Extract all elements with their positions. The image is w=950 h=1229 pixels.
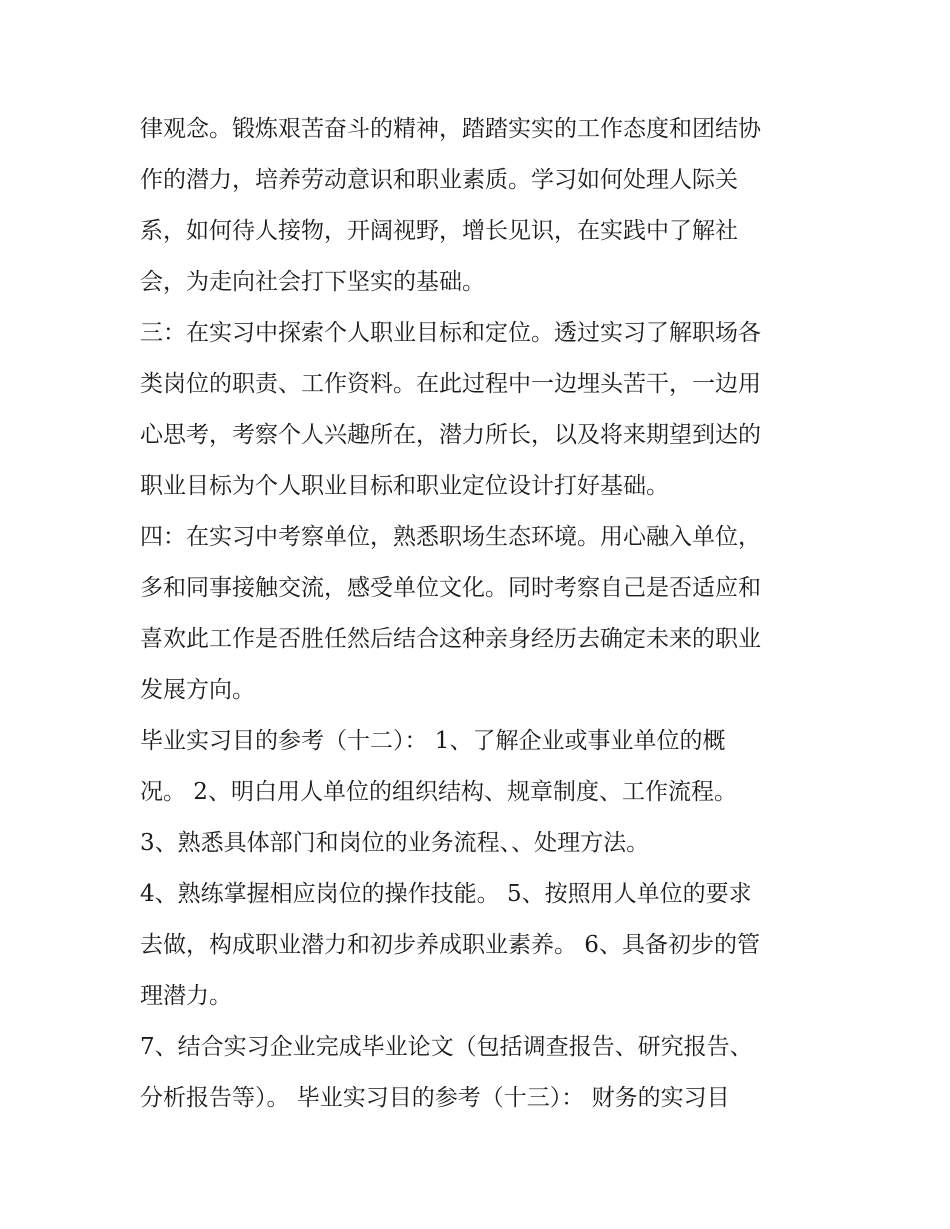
text-line: 会，为走向社会打下坚实的基础。 (140, 269, 485, 295)
text-line: 系，如何待人接物，开阔视野，增长见识，在实践中了解社 (140, 218, 738, 244)
text-line: 类岗位的职责、工作资料。在此过程中一边埋头苦干，一边用 (140, 371, 761, 397)
text-line: 毕业实习目的参考（十二）： 1、了解企业或事业单位的概 (140, 728, 726, 754)
text-line: 作的潜力，培养劳动意识和职业素质。学习如何处理人际关 (140, 167, 738, 193)
text-line: 职业目标为个人职业目标和职业定位设计打好基础。 (140, 473, 669, 499)
body-text (140, 104, 830, 1124)
text-line: 分析报告等）。 毕业实习目的参考（十三）： 财务的实习目 (140, 1085, 730, 1111)
text-line: 多和同事接触交流，感受单位文化。同时考察自己是否适应和 (140, 575, 761, 601)
text-line: 3、熟悉具体部门和岗位的业务流程、、处理方法。 (140, 830, 650, 856)
text-line: 去做，构成职业潜力和初步养成职业素养。 6、具备初步的管 (140, 932, 760, 958)
text-line: 4、熟练掌握相应岗位的操作技能。 5、按照用人单位的要求 (140, 881, 752, 907)
text-line: 7、结合实习企业完成毕业论文（包括调查报告、研究报告、 (140, 1034, 753, 1060)
text-line: 发展方向。 (140, 677, 255, 703)
text-line: 三：在实习中探索个人职业目标和定位。透过实习了解职场各 (140, 320, 761, 346)
text-line: 四：在实习中考察单位，熟悉职场生态环境。用心融入单位， (140, 524, 761, 550)
text-line: 喜欢此工作是否胜任然后结合这种亲身经历去确定未来的职业 (140, 626, 761, 652)
text-line: 理潜力。 (140, 983, 232, 1009)
text-line: 律观念。锻炼艰苦奋斗的精神，踏踏实实的工作态度和团结协 (140, 116, 761, 142)
text-line: 况。 2、明白用人单位的组织结构、规章制度、工作流程。 (140, 779, 737, 805)
text-line: 心思考，考察个人兴趣所在，潜力所长，以及将来期望到达的 (140, 422, 761, 448)
